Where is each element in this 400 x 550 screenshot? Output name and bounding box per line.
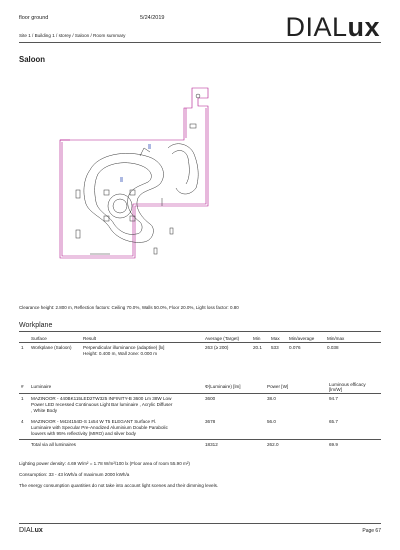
energy-disclaimer: The energy consumption quantities do not take into account light scenes and their dimming levels. <box>19 483 219 488</box>
luminaire-line-3: louvers with 95% reflectivity (MIRO) and silver body <box>31 430 136 436</box>
workplane-header-index <box>19 335 29 343</box>
project-name: floor ground <box>19 15 49 21</box>
workplane-header-average: Average (Target) <box>203 335 251 343</box>
workplane-table <box>19 335 381 359</box>
page-number: Page 67 <box>362 528 381 534</box>
luminaire-line-1: MAZINOOR - M424154D-S 1x54 W T5 ELEGANT Surface Fl. <box>31 418 157 424</box>
luminaire-table <box>19 380 381 450</box>
total-flux: 18312 <box>203 440 265 451</box>
efficacy-cell: 94.7 <box>329 396 338 401</box>
total-efficacy: 69.9 <box>327 440 381 451</box>
furniture-lines <box>76 94 200 254</box>
max-cell: 533 <box>271 345 279 350</box>
luminaire-line-2: Luminaire with Specular Pre-Anodized Aluminium Double Parabolic <box>31 424 168 430</box>
row-number: 1 <box>21 345 24 350</box>
average-cell: 263 (≥ 200) <box>205 345 229 350</box>
luminaire-header-flux: Φ(Luminaire) [lm] <box>203 380 265 394</box>
page-title: Saloon <box>19 55 45 64</box>
luminaire-header-power: Power [W] <box>265 380 327 394</box>
report-date: 5/24/2019 <box>140 15 165 21</box>
workplane-header-min-max: Min/max <box>325 335 381 343</box>
header-rule <box>19 42 381 43</box>
surface-cell: Workplane (Saloon) <box>31 345 72 350</box>
consumption-note: Consumption: 33 - 43 kWh/a of maximum 2000 kWh/a <box>19 472 130 477</box>
workplane-header-surface: Surface <box>29 335 81 343</box>
efficacy-cell: 65.7 <box>329 418 338 424</box>
footer-logo-light: DIAL <box>19 527 35 534</box>
luminaire-header-row <box>19 380 381 394</box>
flux-cell: 3600 <box>205 396 216 401</box>
footer-rule <box>19 523 381 524</box>
logo-bold-part: ux <box>347 12 380 42</box>
workplane-header-row <box>19 335 381 343</box>
result-line-1: Perpendicular illuminance (adaptive) [lx] <box>83 345 165 350</box>
room-outline <box>60 88 208 258</box>
luminaire-header-efficacy: Luminous efficacy [lm/W] <box>327 380 381 394</box>
luminaire-line-1: MAZINOOR - 440BK115LED2TW325 INFINITY-B 3600 Lm 38W Low <box>31 396 172 401</box>
power-cell: 56.0 <box>267 418 276 424</box>
footer-logo-bold: ux <box>34 527 43 534</box>
total-row <box>19 440 381 451</box>
workplane-header-max: Max <box>269 335 287 343</box>
total-power: 262.0 <box>265 440 327 451</box>
table-row <box>19 343 381 360</box>
footer-logo <box>19 527 43 534</box>
power-cell: 38.0 <box>267 396 276 401</box>
min-average-cell: 0.076 <box>289 345 301 350</box>
workplane-header-min: Min <box>251 335 269 343</box>
breadcrumb: Site 1 / Building 1 / storey / Saloon / Room summary <box>19 33 126 38</box>
luminaire-name-cell <box>29 417 203 440</box>
result-line-2: Height: 0.400 m, Wall zone: 0.000 m <box>83 351 158 357</box>
luminaire-header-name: Luminaire <box>29 380 203 394</box>
result-cell <box>81 343 203 360</box>
table-row <box>19 417 381 440</box>
workplane-rule <box>19 331 381 332</box>
power-density-note: Lighting power density: 4.69 W/m² = 1.78 W/m²/100 lx (Floor area of room 55.90 m²) <box>19 461 190 466</box>
luminaire-line-3: , White Body <box>31 408 58 414</box>
luminaire-name-cell <box>29 394 203 417</box>
floor-plan-drawing <box>50 78 230 278</box>
total-index-cell <box>19 440 29 451</box>
workplane-header-min-average: Min/average <box>287 335 325 343</box>
workplane-header-result: Result <box>81 335 203 343</box>
workplane-section-title: Workplane <box>19 322 53 329</box>
flux-cell: 3678 <box>205 418 216 424</box>
min-max-cell: 0.038 <box>327 345 339 350</box>
luminaire-header-index: # <box>19 380 29 394</box>
room-parameters-caption: Clearance height: 2.800 m, Reflection factors: Ceiling 70.0%, Walls 50.0%, Floor 20.0%, Light loss factor: 0.80 <box>19 305 239 310</box>
total-label: Total via all luminaires <box>29 440 203 451</box>
row-number: 4 <box>21 418 24 424</box>
row-number: 1 <box>21 396 24 401</box>
min-cell: 20.1 <box>253 345 262 350</box>
dialux-logo <box>285 14 380 41</box>
table-row <box>19 394 381 417</box>
luminaire-line-2: Power LED recessed Continuous Light Bar luminaire , Acrylic Diffuser <box>31 402 173 408</box>
logo-light-part: DIAL <box>285 12 348 42</box>
